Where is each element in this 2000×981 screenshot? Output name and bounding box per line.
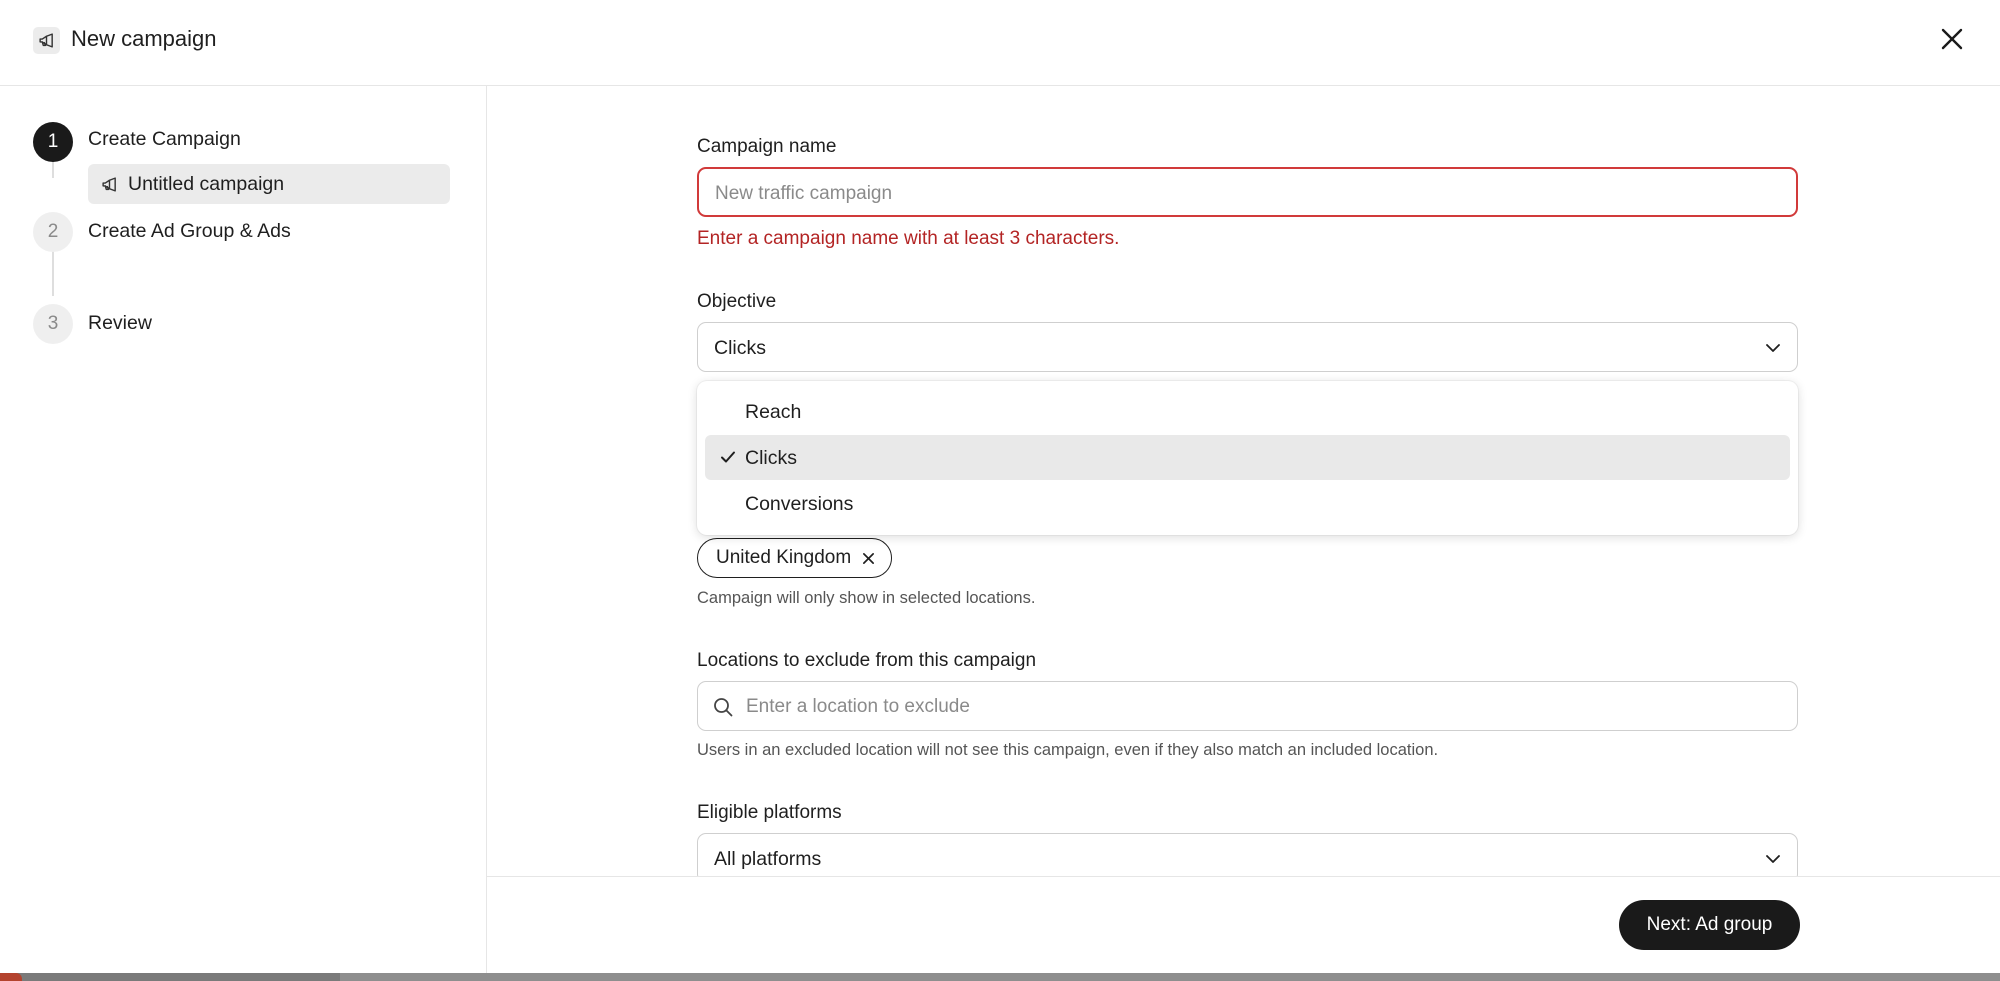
campaign-name-error: Enter a campaign name with at least 3 characters. xyxy=(697,228,1120,249)
step-1-circle: 1 xyxy=(33,122,73,162)
background-window-edge xyxy=(0,973,2000,981)
step-1-label[interactable]: Create Campaign xyxy=(88,128,241,150)
objective-option-conversions[interactable] xyxy=(705,481,1790,526)
sidebar-item-label: Untitled campaign xyxy=(128,173,285,195)
remove-icon[interactable] xyxy=(861,551,875,565)
close-icon[interactable] xyxy=(1935,22,1969,56)
objective-value: Clicks xyxy=(714,337,766,359)
platforms-value: All platforms xyxy=(714,848,822,870)
campaign-name-input[interactable] xyxy=(697,167,1798,217)
next-ad-group-button[interactable]: Next: Ad group xyxy=(1619,900,1800,950)
exclude-placeholder: Enter a location to exclude xyxy=(746,696,970,717)
exclude-help: Users in an excluded location will not see this campaign, even if they also match an included location. xyxy=(697,741,1439,759)
stepper-sidebar xyxy=(0,86,487,973)
objective-option-clicks[interactable] xyxy=(705,435,1790,480)
option-label: Conversions xyxy=(745,493,854,515)
objective-select[interactable] xyxy=(697,322,1798,372)
campaign-name-label: Campaign name xyxy=(697,136,837,157)
chevron-down-icon xyxy=(1763,849,1783,869)
chevron-down-icon xyxy=(1763,338,1783,358)
step-2-label[interactable]: Create Ad Group & Ads xyxy=(88,220,291,242)
objective-option-reach[interactable] xyxy=(705,389,1790,434)
platforms-label: Eligible platforms xyxy=(697,802,842,823)
modal-title: New campaign xyxy=(71,26,217,51)
megaphone-icon xyxy=(99,174,119,194)
objective-label: Objective xyxy=(697,291,777,312)
location-chip-label: United Kingdom xyxy=(716,547,852,568)
platforms-select[interactable] xyxy=(697,833,1798,876)
objective-dropdown-menu xyxy=(697,381,1798,535)
background-strip xyxy=(0,973,340,981)
modal-footer xyxy=(487,876,2000,973)
campaign-name-placeholder: New traffic campaign xyxy=(715,183,893,204)
step-3-label[interactable]: Review xyxy=(88,312,152,334)
step-2-circle: 2 xyxy=(33,212,73,252)
check-icon xyxy=(719,448,737,466)
modal-header xyxy=(0,0,2000,86)
exclude-location-input[interactable] xyxy=(697,681,1798,731)
location-chip xyxy=(697,538,892,578)
background-accent xyxy=(0,973,22,981)
search-icon xyxy=(712,696,734,718)
megaphone-icon xyxy=(33,27,60,54)
option-label: Reach xyxy=(745,401,802,423)
option-label: Clicks xyxy=(745,447,797,469)
locations-help: Campaign will only show in selected locations. xyxy=(697,589,1036,607)
sidebar-item-untitled-campaign[interactable] xyxy=(88,164,450,204)
step-3-circle: 3 xyxy=(33,304,73,344)
exclude-label: Locations to exclude from this campaign xyxy=(697,650,1037,671)
